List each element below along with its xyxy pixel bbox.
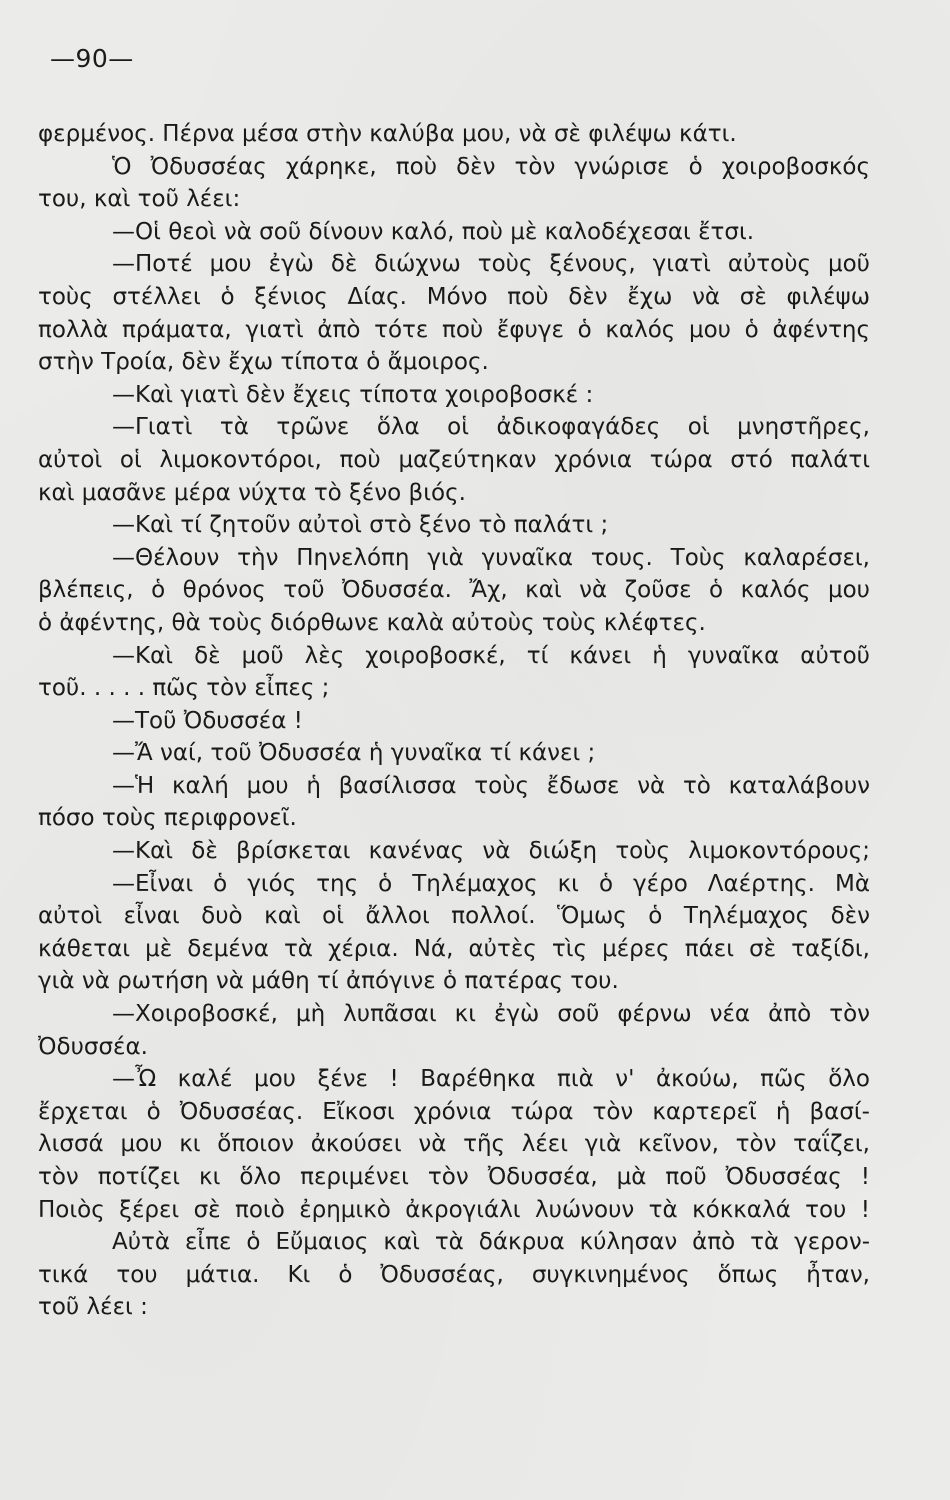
text-line: καὶ μασᾶνε μέρα νύχτα τὸ ξένο βιός.	[38, 479, 466, 506]
text-line: —Ἡ καλή μου ἡ βασίλισσα τοὺς ἔδωσε νὰ τὸ καταλάβουν	[112, 772, 870, 799]
text-line: στὴν Τροία, δὲν ἔχω τίποτα ὁ ἄμοιρος.	[38, 349, 489, 376]
text-line: ὁ ἀφέντης, θὰ τοὺς διόρθωνε καλὰ αὐτοὺς τοὺς κλέφτες.	[38, 609, 706, 636]
text-line: τὸν ποτίζει κι ὅλο περιμένει τὸν Ὀδυσσέα, μὰ ποῦ Ὀδυσσέας !	[38, 1164, 870, 1190]
text-line: —Τοῦ Ὀδυσσέα !	[112, 707, 303, 734]
text-line: τοῦ λέει :	[38, 1294, 148, 1321]
text-line: τοὺς στέλλει ὁ ξένιος Δίας. Μόνο ποὺ δὲν ἔχω νὰ σὲ φιλέψω	[38, 283, 870, 310]
text-line: τοῦ. . . . . πῶς τὸν εἶπες ;	[38, 675, 330, 702]
text-line: —Γιατὶ τὰ τρῶνε ὅλα οἱ ἀδικοφαγάδες οἱ μνηστῆρες,	[112, 414, 870, 441]
body-text	[38, 118, 870, 1324]
text-line: του, καὶ τοῦ λέει:	[38, 186, 241, 213]
text-line: κάθεται μὲ δεμένα τὰ χέρια. Νά, αὐτὲς τὶς μέρες πάει σὲ ταξίδι,	[38, 935, 870, 962]
text-line: —Ἄ ναί, τοῦ Ὀδυσσέα ἡ γυναῖκα τί κάνει ;	[112, 740, 596, 767]
page-number: —90—	[50, 44, 134, 73]
text-line: —Χοιροβοσκέ, μὴ λυπᾶσαι κι ἐγὼ σοῦ φέρνω νέα ἀπὸ τὸν	[112, 1001, 870, 1028]
text-line: —Οἱ θεοὶ νὰ σοῦ δίνουν καλό, ποὺ μὲ καλοδέχεσαι ἔτσι.	[112, 218, 755, 245]
text-line: αὐτοὶ εἶναι δυὸ καὶ οἱ ἄλλοι πολλοί. Ὅμως ὁ Τηλέμαχος δὲν	[38, 903, 870, 930]
text-line: αὐτοὶ οἱ λιμοκοντόροι, ποὺ μαζεύτηκαν χρόνια τώρα στό παλάτι	[38, 446, 870, 473]
text-line: πολλὰ πράματα, γιατὶ ἀπὸ τότε ποὺ ἔφυγε ὁ καλός μου ὁ ἀφέντης	[38, 316, 870, 343]
text-line: ἔρχεται ὁ Ὀδυσσέας. Εἴκοσι χρόνια τώρα τὸν καρτερεῖ ἡ βασί-	[38, 1098, 870, 1125]
text-line: γιὰ νὰ ρωτήση νὰ μάθη τί ἀπόγινε ὁ πατέρας του.	[38, 968, 619, 995]
text-line: —Ποτέ μου ἐγὼ δὲ διώχνω τοὺς ξένους, γιατὶ αὐτοὺς μοῦ	[112, 251, 870, 278]
text-line: βλέπεις, ὁ θρόνος τοῦ Ὀδυσσέα. Ἄχ, καὶ νὰ ζοῦσε ὁ καλός μου	[38, 577, 870, 604]
text-line: τικά του μάτια. Κι ὁ Ὀδυσσέας, συγκινημένος ὅπως ἦταν,	[38, 1261, 870, 1288]
text-line: Ποιὸς ξέρει σὲ ποιὸ ἐρημικὸ ἀκρογιάλι λυώνουν τὰ κόκκαλά του !	[38, 1196, 870, 1223]
text-line: —Εἶναι ὁ γιός της ὁ Τηλέμαχος κι ὁ γέρο Λαέρτης. Μὰ	[112, 870, 870, 897]
text-line: —Θέλουν τὴν Πηνελόπη γιὰ γυναῖκα τους. Τοὺς καλαρέσει,	[112, 544, 870, 571]
text-line: πόσο τοὺς περιφρονεῖ.	[38, 805, 297, 832]
text-line: —Καὶ δὲ μοῦ λὲς χοιροβοσκέ, τί κάνει ἡ γυναῖκα αὐτοῦ	[112, 642, 870, 669]
text-line: —Καὶ δὲ βρίσκεται κανένας νὰ διώξη τοὺς λιμοκοντόρους;	[112, 838, 870, 865]
text-line: Ὁ Ὀδυσσέας χάρηκε, ποὺ δὲν τὸν γνώρισε ὁ χοιροβοσκός	[112, 153, 870, 180]
text-line: —Καὶ γιατὶ δὲν ἔχεις τίποτα χοιροβοσκέ :	[112, 381, 594, 408]
text-line: Ὀδυσσέα.	[38, 1033, 148, 1060]
text-line: —Καὶ τί ζητοῦν αὐτοὶ στὸ ξένο τὸ παλάτι ;	[112, 512, 609, 539]
text-line: —Ὦ καλέ μου ξένε ! Βαρέθηκα πιὰ ν' ἀκούω, πῶς ὅλο	[112, 1066, 870, 1093]
text-line: φερμένος. Πέρνα μέσα στὴν καλύβα μου, νὰ σὲ φιλέψω κάτι.	[38, 121, 737, 147]
text-line: Αὐτὰ εἶπε ὁ Εὔμαιος καὶ τὰ δάκρυα κύλησαν ἀπὸ τὰ γερον-	[112, 1229, 870, 1256]
text-line: λισσά μου κι ὅποιον ἀκούσει νὰ τῆς λέει γιὰ κεῖνον, τὸν ταΐζει,	[38, 1131, 870, 1158]
